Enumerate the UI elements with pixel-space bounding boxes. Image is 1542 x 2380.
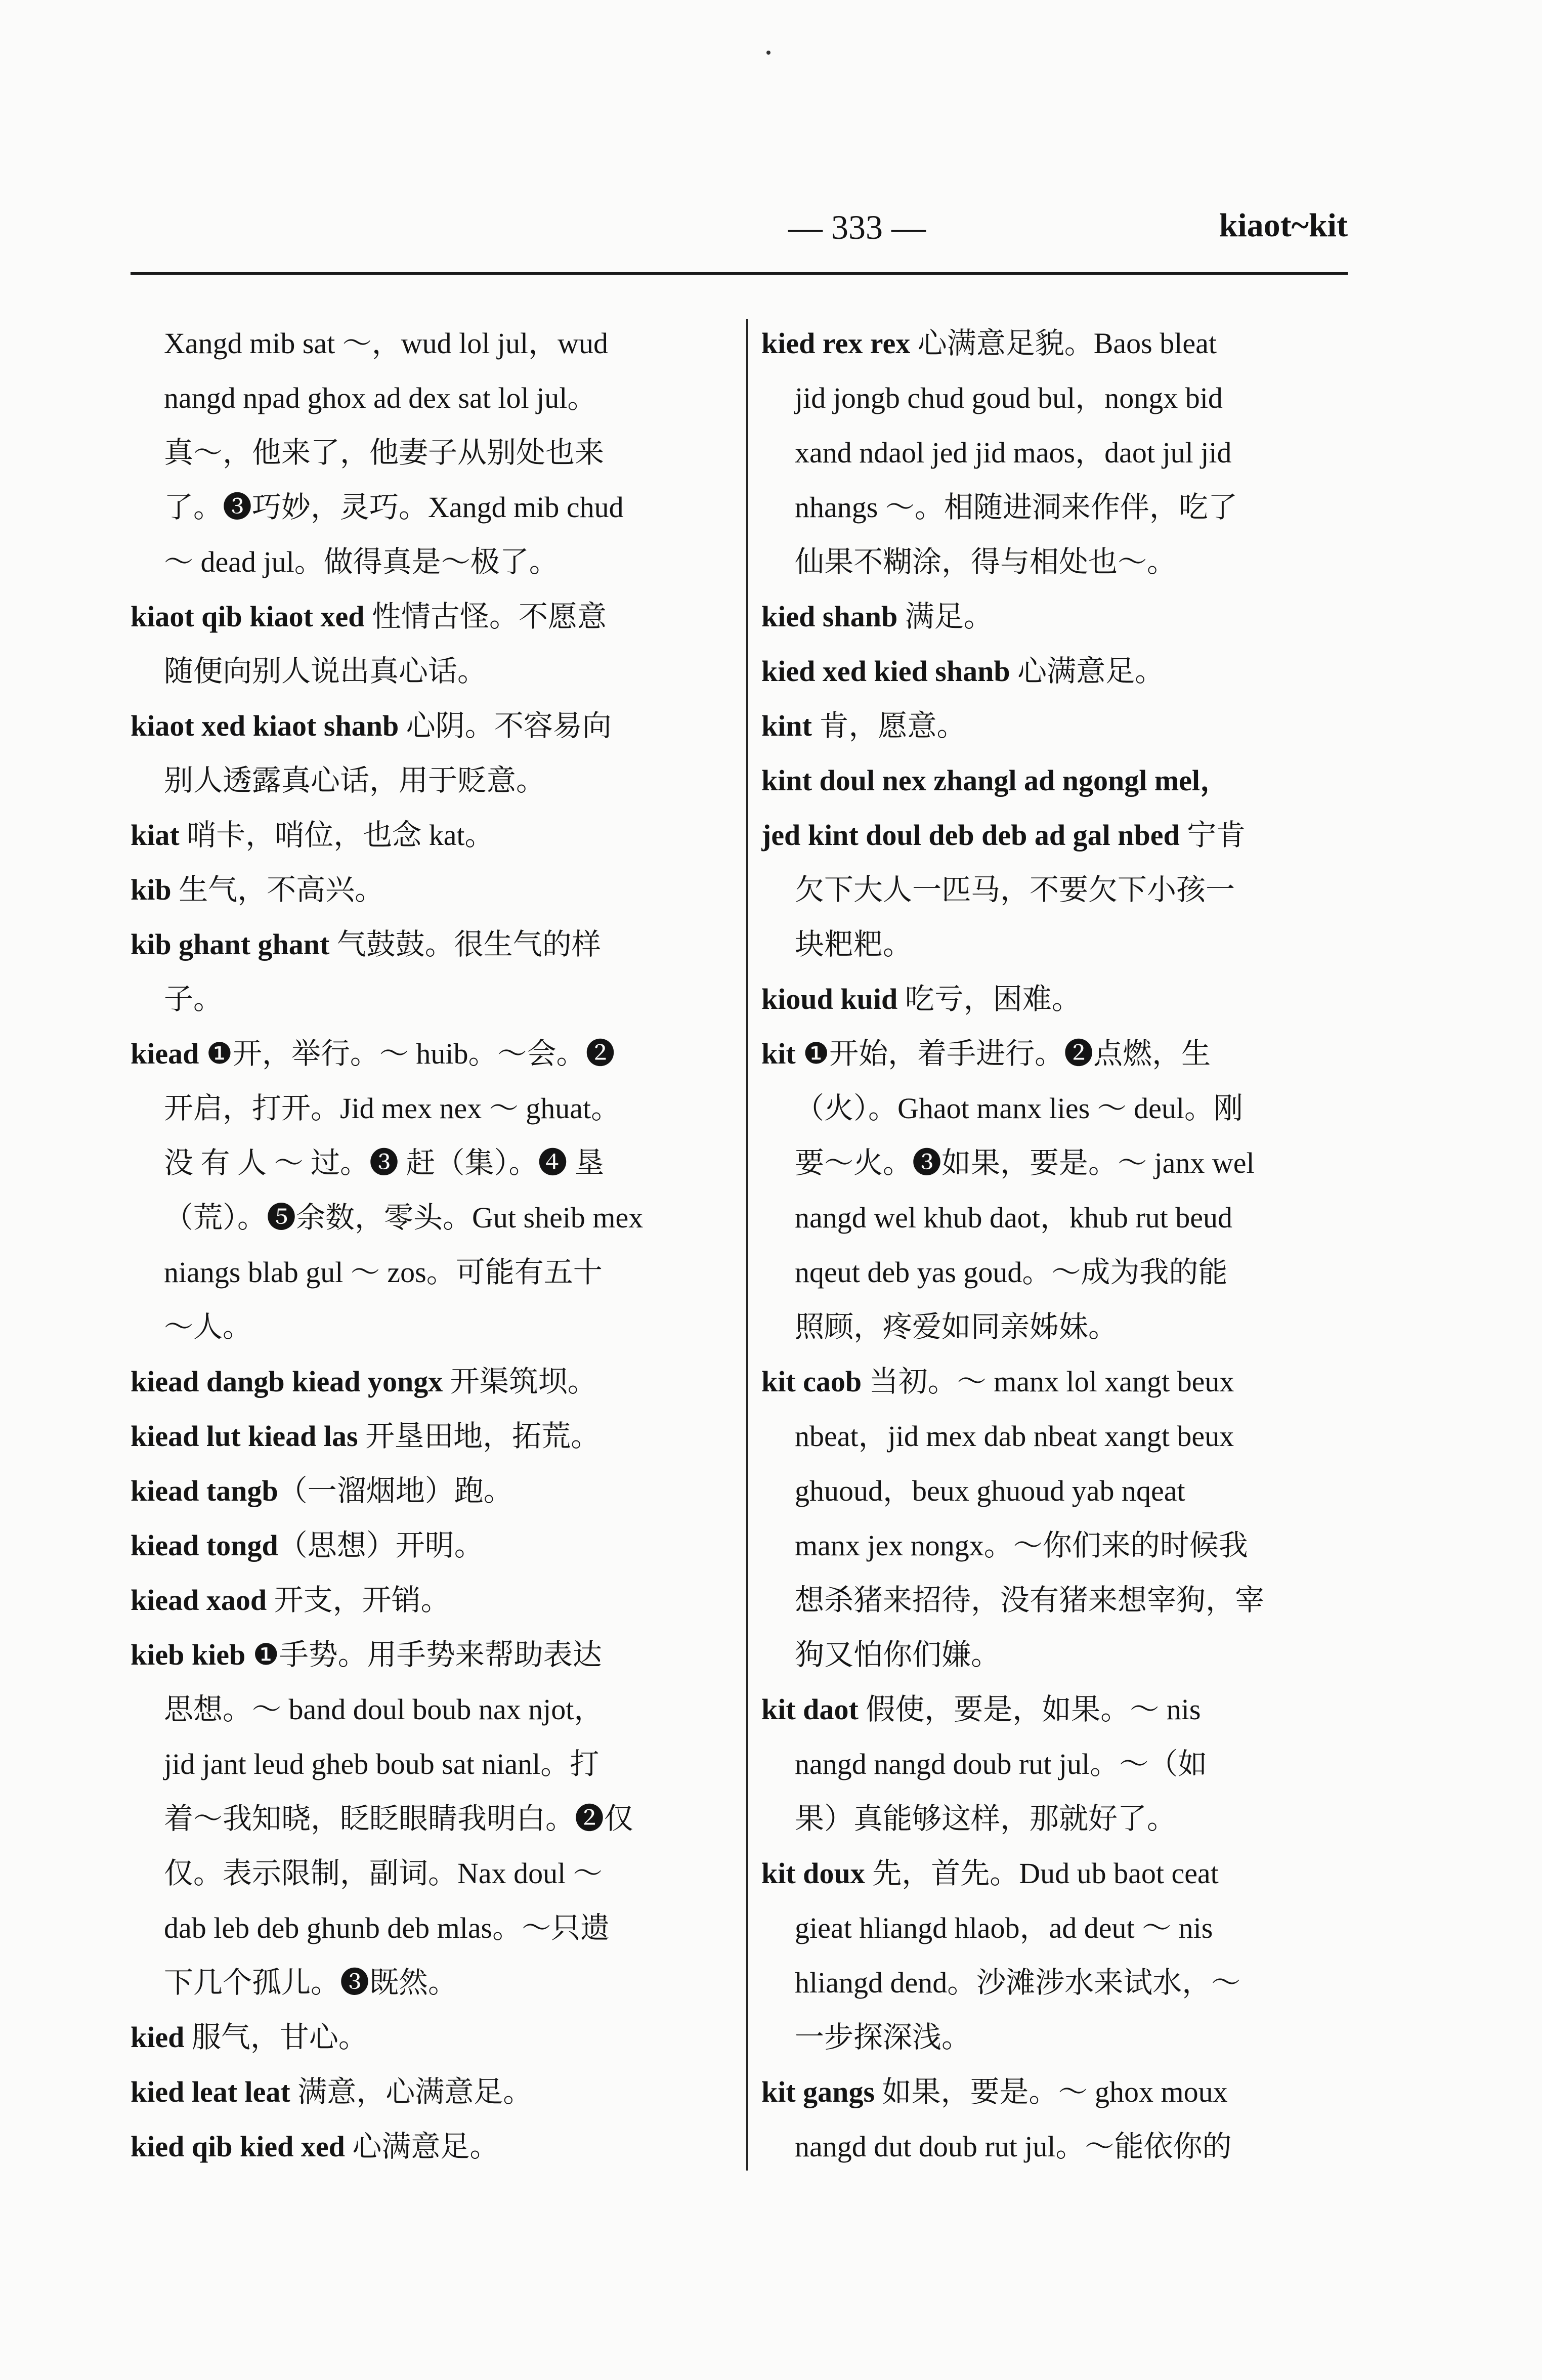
dictionary-continuation-line [131,1081,722,1135]
dictionary-continuation-line [131,425,722,480]
definition-text: nangd nangd doub rut jul。～（如 [795,1748,1208,1780]
definition-text: jid jant leud gheb boub sat nianl。打 [164,1748,599,1780]
definition-text: 宁肯 [1179,819,1246,852]
definition-text: （火）。Ghaot manx lies ～ deul。刚 [795,1092,1244,1125]
dictionary-entry-line [131,2010,722,2064]
definition-text: 哨卡，哨位，也念 kat。 [179,819,494,852]
headword: kiead lut kiead las [131,1420,358,1453]
headword: kied rex rex [761,327,911,360]
dictionary-entry-line [131,2064,722,2119]
headword: jed kint doul deb deb ad gal nbed [761,819,1180,852]
dictionary-continuation-line [761,1190,1353,1245]
definition-text: 欠下大人一匹马，不要欠下小孩一 [795,873,1235,906]
dictionary-continuation-line [131,1846,722,1900]
headword: kiead xaod [131,1584,267,1617]
dictionary-continuation-line [761,1245,1353,1299]
headword: kint [761,709,812,742]
dictionary-continuation-line [131,1299,722,1354]
dictionary-continuation-line [761,1081,1353,1135]
dictionary-entry-line [131,589,722,644]
headword: kib ghant ghant [131,928,330,961]
left-column [131,316,722,2174]
definition-text: 思想。～ band doul boub nax njot， [164,1693,604,1726]
definition-text: nqeut deb yas goud。～成为我的能 [795,1256,1228,1289]
definition-text: 开支，开销。 [267,1584,450,1617]
dictionary-entry-line [131,1409,722,1463]
dictionary-entry-line [761,808,1353,862]
headword: kint doul nex zhangl ad ngongl mel， [761,764,1229,797]
headword: kit caob [761,1365,862,1398]
definition-text: 别人透露真心话，用于贬意。 [164,764,546,797]
headword: kiead tongd [131,1529,278,1562]
definition-text: ❶开，举行。～ huib。～会。❷ [199,1037,615,1070]
headword: kied leat leat [131,2075,290,2108]
dictionary-entry-line [761,316,1353,370]
dictionary-entry-line [131,698,722,753]
definition-text: 一步探深浅。 [795,2021,971,2054]
dictionary-continuation-line [131,1955,722,2010]
definition-text: 着～我知晓，眨眨眼睛我明白。❷仅 [164,1802,634,1835]
dictionary-entry-line [131,1354,722,1409]
definition-text: ghuoud，beux ghuoud yab nqeat [795,1474,1185,1507]
definition-text: nangd wel khub daot，khub rut beud [795,1201,1233,1234]
headword: kied qib kied xed [131,2130,345,2163]
definition-text: 吃亏，困难。 [897,983,1081,1015]
dictionary-continuation-line [761,1409,1353,1463]
headword: kiaot xed kiaot shanb [131,709,399,742]
dictionary-continuation-line [131,971,722,1026]
dictionary-entry-line [761,1354,1353,1409]
headword: kied shanb [761,600,898,633]
scan-dot [766,51,770,55]
dictionary-entry-line [761,1682,1353,1736]
definition-text: nbeat，jid mex dab nbeat xangt beux [795,1420,1234,1453]
definition-text: ～人。 [164,1310,252,1343]
definition-text: 仙果不糊涂，得与相处也～。 [795,545,1177,578]
dictionary-entry-line [131,1572,722,1627]
definition-text: 满意，心满意足。 [290,2075,533,2108]
dictionary-entry-line [131,2119,722,2174]
definition-text: 心满意足。 [345,2130,499,2163]
dictionary-continuation-line [761,480,1353,534]
dictionary-continuation-line [131,753,722,808]
dictionary-entry-line [761,698,1353,753]
definition-text: xand ndaol jed jid maos，daot jul jid [795,436,1232,469]
dictionary-continuation-line [131,1900,722,1955]
dictionary-continuation-line [761,1627,1353,1682]
dictionary-continuation-line [761,1518,1353,1572]
dictionary-entry-line [761,1026,1353,1081]
running-head: kiaot~kit [1219,207,1348,244]
dictionary-entry-line [131,917,722,971]
dictionary-continuation-line [761,862,1353,917]
definition-text: 随便向别人说出真心话。 [164,655,487,688]
definition-text: 服气，甘心。 [184,2021,368,2054]
definition-text: gieat hliangd hlaob，ad deut ～ nis [795,1911,1213,1944]
headword: kib [131,873,172,906]
page-number: — 333 — [788,208,926,246]
header-rule [131,272,1348,275]
dictionary-continuation-line [761,1955,1353,2010]
headword: kit doux [761,1857,865,1890]
dictionary-continuation-line [131,370,722,425]
dictionary-continuation-line [131,1736,722,1791]
definition-text: 要～火。❸如果，要是。～ janx wel [795,1146,1255,1179]
definition-text: 开垦田地，拓荒。 [358,1420,601,1453]
headword: kiat [131,819,180,852]
dictionary-continuation-line [131,644,722,698]
dictionary-continuation-line [761,534,1353,589]
definition-text: 当初。～ manx lol xangt beux [862,1365,1234,1398]
headword: kit gangs [761,2075,875,2108]
definition-text: 性情古怪。不愿意 [364,600,607,633]
dictionary-continuation-line [131,1791,722,1846]
definition-text: 开启，打开。Jid mex nex ～ ghuat。 [164,1092,621,1125]
definition-text: 下几个孤儿。❸既然。 [164,1966,458,1999]
headword: kiaot qib kiaot xed [131,600,365,633]
page-header [131,202,1348,258]
headword: kiead tangb [131,1474,278,1507]
column-divider [746,319,748,2171]
definition-text: 心满意足貌。Baos bleat [910,327,1217,360]
definition-text: 心满意足。 [1010,655,1165,688]
definition-text: ❶手势。用手势来帮助表达 [245,1638,602,1671]
definition-text: 照顾，疼爱如同亲姊妹。 [795,1310,1118,1343]
dictionary-continuation-line [761,1572,1353,1627]
dictionary-continuation-line [131,534,722,589]
definition-text: hliangd dend。沙滩涉水来试水，～ [795,1966,1241,1999]
dictionary-entry-line [131,1518,722,1572]
headword: kied [131,2021,185,2054]
dictionary-entry-line [761,971,1353,1026]
dictionary-continuation-line [761,917,1353,971]
definition-text: ❶开始，着手进行。❷点燃，生 [795,1037,1211,1070]
headword: kied xed kied shanb [761,655,1010,688]
dictionary-continuation-line [761,1299,1353,1354]
definition-text: 心阴。不容易向 [399,709,612,742]
dictionary-continuation-line [131,1682,722,1736]
definition-text: 假使，要是，如果。～ nis [858,1693,1201,1726]
definition-text: manx jex nongx。～你们来的时候我 [795,1529,1248,1562]
definition-text: 如果，要是。～ ghox moux [875,2075,1228,2108]
dictionary-continuation-line [761,2010,1353,2064]
dictionary-continuation-line [761,1900,1353,1955]
dictionary-continuation-line [131,1245,722,1299]
dictionary-continuation-line [131,480,722,534]
definition-text: 仅。表示限制，副词。Nax doul ～ [164,1857,603,1890]
definition-text: nangd dut doub rut jul。～能依你的 [795,2130,1232,2163]
right-column [761,316,1353,2174]
headword: kioud kuid [761,983,898,1015]
definition-text: 满足。 [897,600,993,633]
dictionary-entry-line [761,644,1353,698]
dictionary-continuation-line [761,2119,1353,2174]
headword: kiead dangb kiead yongx [131,1365,443,1398]
definition-text: 先，首先。Dud ub baot ceat [865,1857,1219,1890]
dictionary-entry-line [761,589,1353,644]
dictionary-entry-line [131,1463,722,1518]
definition-text: 没 有 人 ～ 过。❸ 赶（集）。❹ 垦 [164,1146,605,1179]
dictionary-entry-line [131,1026,722,1081]
dictionary-entry-line [761,753,1353,808]
headword: kieb kieb [131,1638,246,1671]
definition-text: niangs blab gul ～ zos。可能有五十 [164,1256,603,1289]
definition-text: 了。❸巧妙，灵巧。Xangd mib chud [164,491,624,524]
dictionary-entry-line [131,862,722,917]
definition-text: 生气，不高兴。 [171,873,384,906]
definition-text: （一溜烟地）跑。 [278,1474,513,1507]
dictionary-continuation-line [131,1135,722,1190]
dictionary-entry-line [761,2064,1353,2119]
dictionary-continuation-line [761,1791,1353,1846]
definition-text: nhangs ～。相随进洞来作伴，吃了 [795,491,1237,524]
definition-text: 块粑粑。 [795,928,913,961]
definition-text: Xangd mib sat ～，wud lol jul，wud [164,327,609,360]
definition-text: （思想）开明。 [278,1529,484,1562]
definition-text: jid jongb chud goud bul，nongx bid [795,381,1223,414]
dictionary-continuation-line [131,316,722,370]
definition-text: dab leb deb ghunb deb mlas。～只遗 [164,1911,610,1944]
dictionary-continuation-line [761,1135,1353,1190]
definition-text: （荒）。❺余数，零头。Gut sheib mex [164,1201,644,1234]
dictionary-continuation-line [761,1736,1353,1791]
definition-text: 肯，愿意。 [811,709,966,742]
dictionary-continuation-line [761,370,1353,425]
dictionary-entry-line [761,1846,1353,1900]
headword: kit [761,1037,796,1070]
headword: kiead [131,1037,199,1070]
definition-text: 想杀猪来招待，没有猪来想宰狗，宰 [795,1584,1265,1617]
definition-text: 果）真能够这样，那就好了。 [795,1802,1177,1835]
definition-text: 真～，他来了，他妻子从别处也来 [164,436,605,469]
dictionary-continuation-line [761,1463,1353,1518]
dictionary-entry-line [131,1627,722,1682]
definition-text: 气鼓鼓。很生气的样 [329,928,601,961]
dictionary-continuation-line [131,1190,722,1245]
definition-text: ～ dead jul。做得真是～极了。 [164,545,559,578]
headword: kit daot [761,1693,859,1726]
dictionary-entry-line [131,808,722,862]
definition-text: nangd npad ghox ad dex sat lol jul。 [164,381,597,414]
definition-text: 开渠筑坝。 [443,1365,597,1398]
definition-text: 狗又怕你们嫌。 [795,1638,1001,1671]
dictionary-continuation-line [761,425,1353,480]
definition-text: 子。 [164,983,223,1015]
